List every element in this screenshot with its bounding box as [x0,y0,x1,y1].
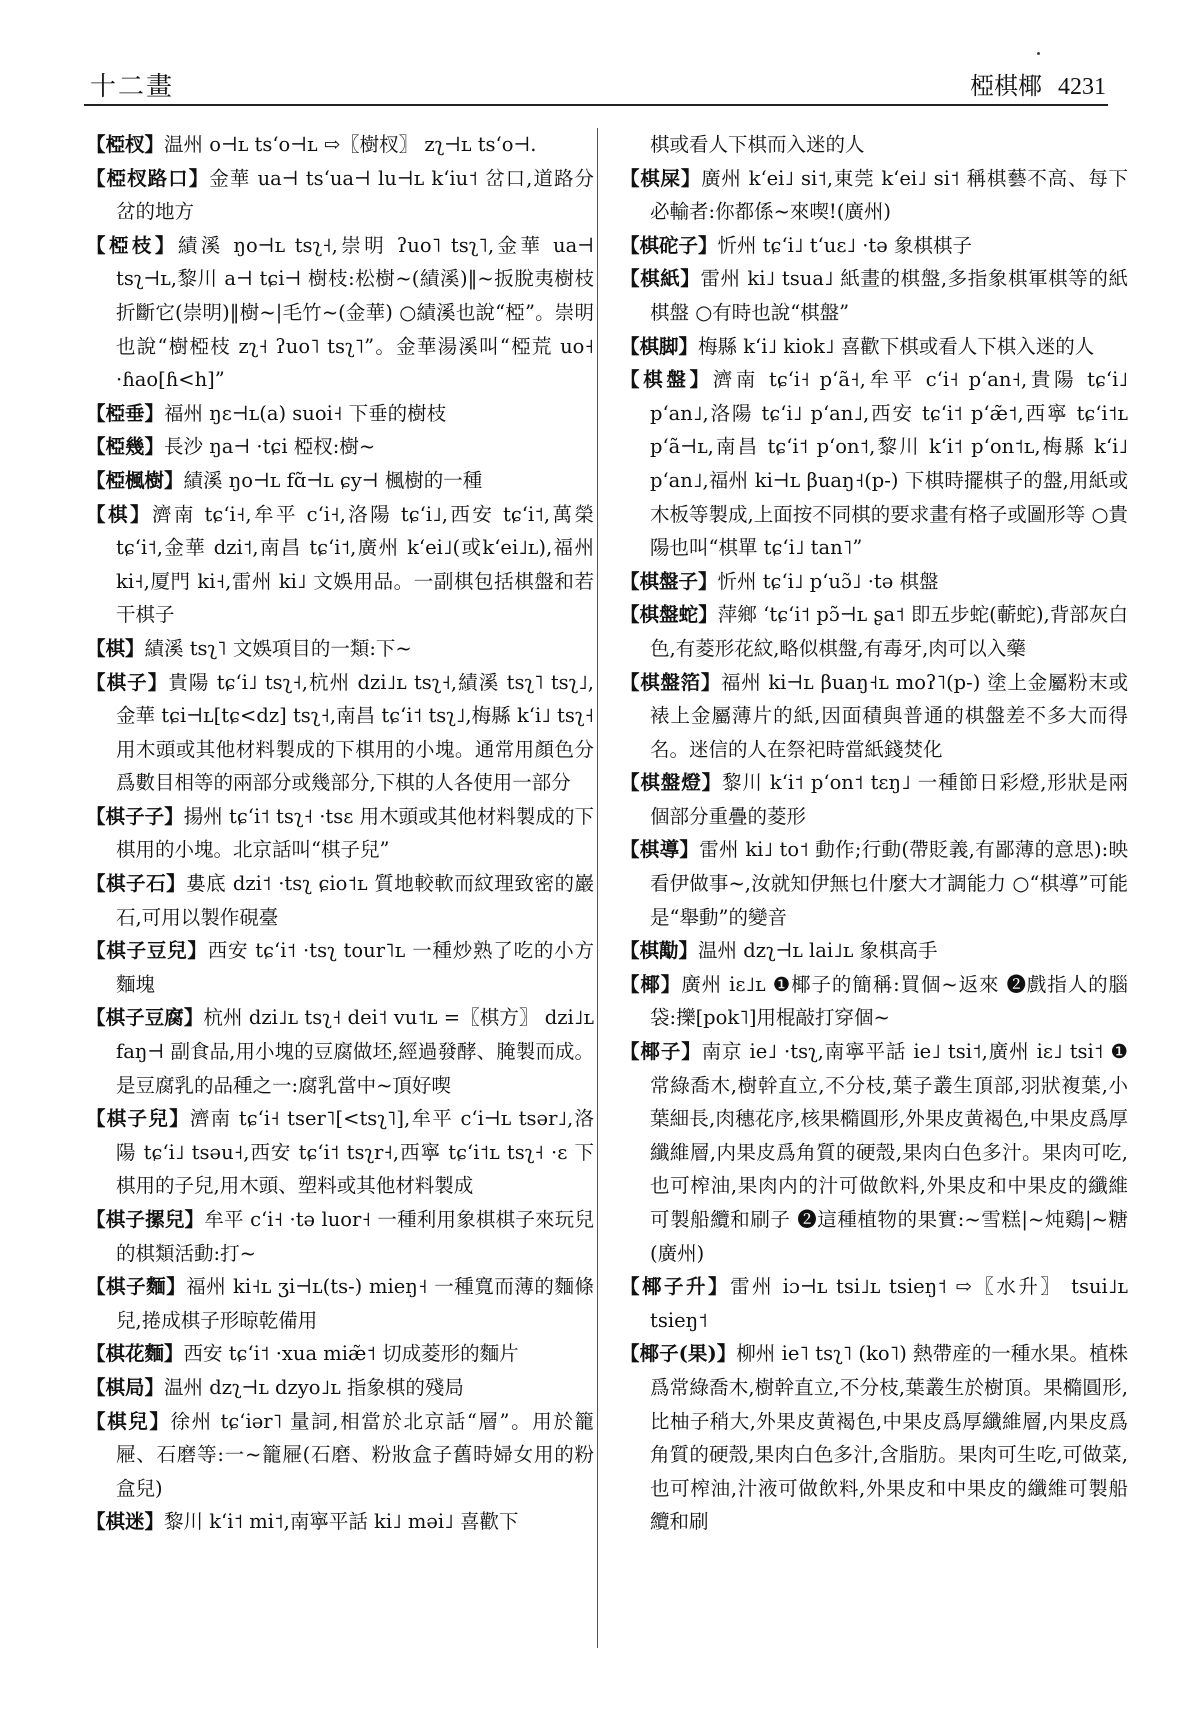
dictionary-entry [86,1405,594,1506]
entry-headword: 【棋屎】 [620,166,702,190]
page-number: 4231 [1058,74,1106,100]
entry-headword: 【棋紙】 [620,267,701,291]
header-characters: 椏棋椰 [970,72,1042,100]
entry-definition: 長沙 ŋa⊣ ·tɕi 椏杈:樹~ [164,435,376,459]
entry-headword: 【棋盤蛇】 [620,603,718,627]
entry-definition: 萍鄉 ʻtɕʻi˦ pɔ̃⊣ʟ ʂa˦ 即五步蛇(蘄蛇),背部灰白色,有菱形花紋,略似棋盤,有毒牙,肉可以入藥 [650,603,1128,660]
dictionary-entry [86,498,594,632]
entry-definition: 績溪 ŋo⊣ʟ tsʅ˧,崇明 ʔuo˥ tsʅ˥,金華 ua⊣ tsʅ⊣ʟ,黎川 a⊣ tɕi⊣ 樹枝:松樹~(績溪)‖~扳脫夷樹枝折斷它(崇明)‖樹~|毛竹~(金華) ○績溪也說“椏”。崇明也說“樹椏枝 zʅ˧ ʔuo˥ tsʅ˥”。金華湯溪叫“椏荒 uo˧ ·ɦao[ɦ<h]” [116,233,594,392]
dictionary-entry [86,1001,594,1102]
entry-headword: 【棋子兒】 [86,1107,190,1131]
dictionary-entry [86,229,594,397]
entry-headword: 【棋砣子】 [620,233,718,257]
entry-headword: 【椰子】 [620,1040,702,1064]
entry-definition: 濟南 tɕʻi˧,牟平 cʻi˧,洛陽 tɕʻi˩,西安 tɕʻi˦,萬榮 tɕʻi˦,金華 dzi˦,南昌 tɕʻi˦,廣州 kʻei˩(或kʻei˩ʟ),福州 ki˧,厦門 ki˧,雷州 ki˩ 文娛用品。一副棋包括棋盤和若干棋子 [116,502,594,627]
entry-headword: 【椰子(果)】 [620,1342,737,1366]
entry-headword: 【椏杈路口】 [86,166,210,190]
entry-definition: 雷州 ki˩ to˦ 動作;行動(帶貶義,有鄙薄的意思):映看伊做事~,汝就知伊無乜什麼大才調能力 ○“棋導”可能是“舉動”的變音 [650,838,1128,929]
entry-definition: 杭州 dzi˩ʟ tsʅ˧ dei˦ vu˦ʟ =〖棋方〗 dzi˩ʟ faŋ⊣ 副食品,用小塊的豆腐做坯,經過發酵、腌製而成。是豆腐乳的品種之一:腐乳當中~頂好喫 [116,1006,594,1097]
entry-headword: 【椰】 [620,972,682,996]
entry-definition: 温州 dzʅ⊣ʟ lai˩ʟ 象棋高手 [698,939,938,963]
stray-dot [1037,52,1040,55]
entry-definition: 濟南 tɕʻi˧ tser˥[<tsʅ˥],牟平 cʻi⊣ʟ tsər˩,洛陽 tɕʻi˩ tsəu˧,西安 tɕʻi˦ tsʅr˧,西寧 tɕʻi˦ʟ tsʅ˧ ·ɛ 下棋用的子兒,用木頭、塑料或其他材料製成 [116,1107,594,1198]
entry-headword: 【棋子麵】 [86,1275,187,1299]
entry-headword: 【椏垂】 [86,401,165,425]
dictionary-entry [620,1270,1128,1337]
entry-definition: 金華 ua⊣ tsʻua⊣ lu⊣ʟ kʻiu˦ 岔口,道路分岔的地方 [116,166,594,224]
dictionary-entry [86,128,594,162]
entry-headword: 【椏杈】 [86,133,165,156]
section-title: 十二畫 [90,72,175,102]
dictionary-entry [620,229,1128,263]
entry-definition: 温州 o⊣ʟ tsʻo⊣ʟ ⇨〖樹杈〗 zʅ⊣ʟ tsʻo⊣. [164,133,537,156]
dictionary-entry [620,128,1128,162]
dictionary-entry [86,1270,594,1337]
dictionary-entry [620,1035,1128,1270]
entry-headword: 【棋】 [86,502,152,526]
entry-definition: 揚州 tɕʻi˦ tsʅ˧ ·tsɛ 用木頭或其他材料製成的下棋用的小塊。北京話叫“棋子兒” [116,804,594,862]
entry-headword: 【棋局】 [86,1375,165,1399]
entry-headword: 【棋兒】 [86,1409,171,1433]
dictionary-entry [620,833,1128,934]
entry-definition: 福州 ki⊣ʟ βuaŋ˧ʟ moʔ˥(p-) 塗上金屬粉末或裱上金屬薄片的紙,因面積與普通的棋盤差不多大而得名。迷信的人在祭祀時當紙錢焚化 [650,670,1128,761]
dictionary-entry [620,598,1128,665]
dictionary-entry [620,262,1128,329]
entry-definition: 徐州 tɕʻiər˥ 量詞,相當於北京話“層”。用於籠屜、石磨等:一~籠屜(石磨、粉妝盒子舊時婦女用的粉盒兒) [116,1409,594,1500]
entry-headword: 【棋盤箔】 [620,670,722,694]
entry-definition: 黎川 kʻi˦ pʻon˦ tɛŋ˩ 一種節日彩燈,形狀是兩個部分重疊的菱形 [650,771,1128,828]
dictionary-entry [620,363,1128,565]
entry-definition: 西安 tɕʻi˦ ·tsʅ tour˥ʟ 一種炒熟了吃的小方麵塊 [116,939,594,996]
entry-definition: 雷州 ki˩ tsua˩ 紙畫的棋盤,多指象棋軍棋等的紙棋盤 ○有時也說“棋盤” [650,267,1128,324]
entry-definition: 濟南 tɕʻi˧ pʻã˧,牟平 cʻi˧ pʻan˧,貴陽 tɕʻi˩ pʻan˩,洛陽 tɕʻi˩ pʻan˩,西安 tɕʻi˦ pʻæ̃˦,西寧 tɕʻi˦ʟ pʻã⊣ʟ,南昌 tɕʻi˦ pʻon˦,黎川 kʻi˦ pʻon˦ʟ,梅縣 kʻi˩ pʻan˩,福州 ki⊣ʟ βuaŋ˧(p-) 下棋時擺棋子的盤,用紙或木板等製成,上面按不同棋的要求畫有格子或圖形等 ○貴陽也叫“棋單 tɕʻi˩ tan˥” [650,368,1128,560]
dictionary-entry [86,430,594,464]
right-column [620,128,1128,1539]
entry-definition: 牟平 cʻi˧ ·tə luor˧ 一種利用象棋棋子來玩兒的棋類活動:打~ [116,1208,594,1265]
entry-definition: 南京 ie˩ ·tsʅ,南寧平話 ie˩ tsi˦,廣州 iɛ˩ tsi˦ ❶常綠喬木,樹幹直立,不分枝,葉子叢生頂部,羽狀複葉,小葉細長,肉穗花序,核果橢圓形,外果皮黄褐色,中果皮爲厚纖維層,内果皮爲角質的硬殼,果肉白色多汁。果肉可吃,也可榨油,果肉内的汁可做飲料,外果皮和中果皮的纖維可製船纜和刷子 ❷這種植物的果實:~雪糕|~炖鷄|~糖(廣州) [650,1040,1128,1265]
dictionary-entry [620,162,1128,229]
dictionary-entry [86,934,594,1001]
dictionary-entry [86,1505,594,1539]
dictionary-entry [86,867,594,934]
entry-headword: 【棋子子】 [86,804,184,828]
entry-definition: 雷州 iɔ⊣ʟ tsi˩ʟ tsieŋ˦ ⇨〖水升〗 tsui˩ʟ tsieŋ˦ [650,1275,1128,1332]
dictionary-entry [620,330,1128,364]
entry-headword: 【棋花麵】 [86,1342,184,1366]
entry-headword: 【棋子石】 [86,872,187,896]
dictionary-entry [86,632,594,666]
left-column [86,128,594,1539]
entry-definition: 福州 ki˧ʟ ʒi⊣ʟ(ts-) mieŋ˧ 一種寬而薄的麵條兒,捲成棋子形晾乾備用 [116,1275,594,1332]
dictionary-entry [620,565,1128,599]
entry-headword: 【棋子】 [86,670,169,694]
entry-definition: 貴陽 tɕʻi˩ tsʅ˧,杭州 dzi˩ʟ tsʅ˧,績溪 tsʅ˥ tsʅ˩,金華 tɕi⊣ʟ[tɕ<dz] tsʅ˧,南昌 tɕʻi˦ tsʅ˩,梅縣 kʻi˩ tsʅ˧ 用木頭或其他材料製成的下棋用的小塊。通常用顏色分爲數目相等的兩部分或幾部分,下棋的人各使用一部分 [116,670,594,795]
entry-definition: 柳州 ie˥ tsʅ˥ (ko˥) 熱帶産的一種水果。植株爲常綠喬木,樹幹直立,不分枝,葉叢生於樹頂。果橢圓形,比柚子稍大,外果皮黄褐色,中果皮爲厚纖維層,内果皮爲角質的硬殼,果肉白色多汁,含脂肪。果肉可生吃,可做菜,也可榨油,汁液可做飲料,外果皮和中果皮的纖維可製船纜和刷 [650,1342,1129,1534]
entry-definition: 忻州 tɕʻi˩ pʻuɔ̃˩ ·tə 棋盤 [717,569,939,593]
dictionary-entry [620,934,1128,968]
entry-headword: 【椏楓樹】 [86,468,184,492]
dictionary-entry [620,766,1128,833]
entry-headword: 【棋迷】 [86,1510,165,1534]
dictionary-entry [86,800,594,867]
entry-headword: 【棋子摞兒】 [86,1208,205,1231]
running-head [970,66,1106,101]
entry-definition: 温州 dzʅ⊣ʟ dzyo˩ʟ 指象棋的殘局 [164,1375,464,1399]
entry-headword: 【椏幾】 [86,435,165,459]
entry-definition: 西安 tɕʻi˦ ·xua miæ̃˦ 切成菱形的麵片 [183,1342,519,1366]
entry-headword: 【棋子豆腐】 [86,1006,204,1030]
dictionary-entry [620,666,1128,767]
entry-definition: 績溪 ŋo⊣ʟ fɑ̃⊣ʟ ɕy⊣ 楓樹的一種 [183,468,483,492]
entry-definition: 廣州 iɛ˩ʟ ❶椰子的簡稱:買個~返來 ❷戲指人的腦袋:擽[pok˥]用棍敲打穿個~ [650,972,1128,1030]
dictionary-entry [86,464,594,498]
dictionary-entry [86,1337,594,1371]
entry-headword: 【棋】 [86,636,145,660]
entry-headword: 【棋子豆兒】 [86,939,208,963]
dictionary-entry [86,666,594,800]
dictionary-entry [86,1203,594,1270]
entry-headword: 【椏枝】 [86,233,178,257]
entry-definition: 忻州 tɕʻi˩ tʻuɛ˩ ·tə 象棋棋子 [717,233,973,257]
entry-definition: 福州 ŋɛ⊣ʟ(a) suoi˧ 下垂的樹枝 [164,401,447,425]
entry-headword: 【棋盤】 [620,368,713,392]
entry-definition: 績溪 tsʅ˥ 文娛項目的一類:下~ [144,636,412,660]
entry-headword: 【棋脚】 [620,334,699,358]
dictionary-entry [86,162,594,229]
entry-definition: 黎川 kʻi˦ mi˦,南寧平話 ki˩ məi˩ 喜歡下 [164,1510,519,1534]
entry-headword: 【棋盤子】 [620,569,718,593]
column-divider [597,128,598,1648]
entry-headword: 【棋勱】 [620,939,699,963]
entry-definition: 婁底 dzi˦ ·tsʅ ɕio˦ʟ 質地較軟而紋理致密的巖石,可用以製作硯臺 [116,872,594,929]
entry-definition: 梅縣 kʻi˩ kiok˩ 喜歡下棋或看人下棋入迷的人 [698,334,1095,358]
dictionary-entry [620,968,1128,1035]
entry-definition: 廣州 kʻei˩ si˦,東莞 kʻei˩ si˦ 稱棋藝不高、每下必輸者:你都係~來喫!(廣州) [650,166,1128,224]
entry-headword: 【椰子升】 [620,1275,731,1299]
entry-headword: 【棋盤燈】 [620,771,723,795]
dictionary-entry [86,1371,594,1405]
entry-definition: 棋或看人下棋而入迷的人 [650,133,865,156]
dictionary-entry [86,1102,594,1203]
dictionary-entry [620,1337,1128,1539]
page-header [84,66,1108,106]
dictionary-entry [86,397,594,431]
entry-headword: 【棋導】 [620,838,700,862]
